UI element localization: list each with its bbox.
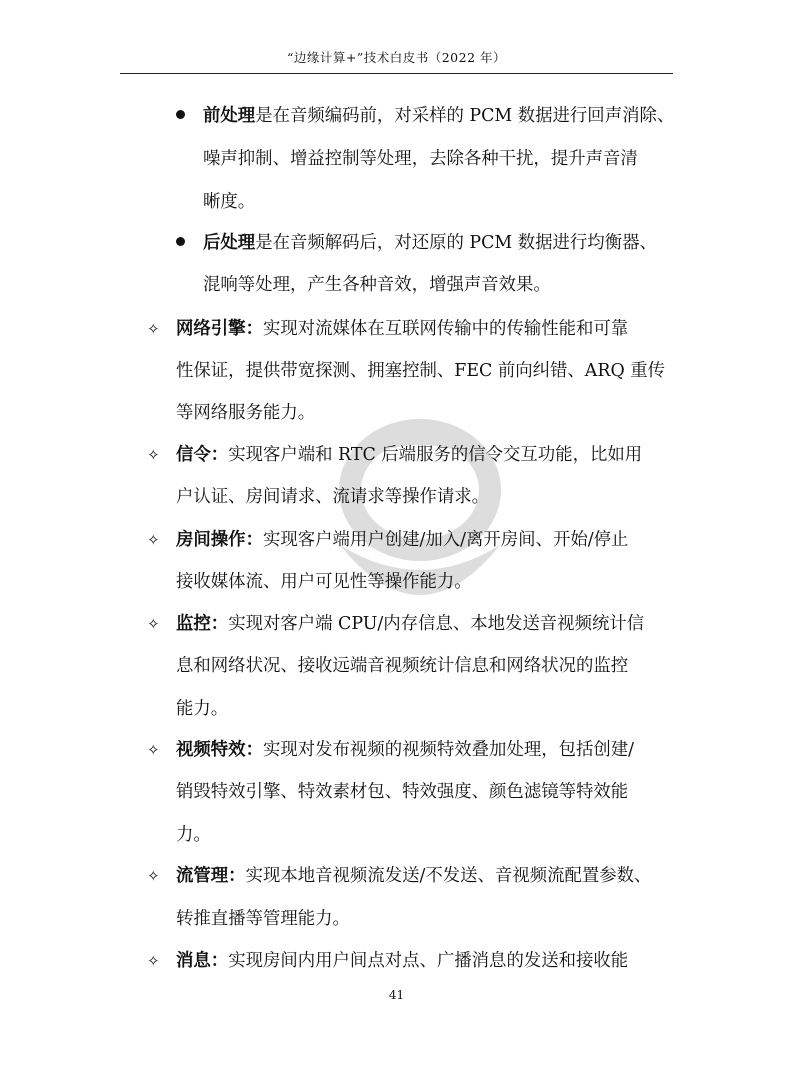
diamond-bullet-icon: ✧ xyxy=(147,615,160,633)
header-rule xyxy=(120,73,673,74)
sub-bullet-term: 前处理 xyxy=(203,106,256,126)
bullet-text: 实现房间内用户间点对点、广播消息的发送和接收能 xyxy=(228,951,629,971)
diamond-bullet-icon: ✧ xyxy=(147,952,160,970)
bullet-first-line xyxy=(176,864,651,888)
diamond-bullet-icon: ✧ xyxy=(147,741,160,759)
bullet-text: 实现本地音视频流发送/不发送、音视频流配置参数、 xyxy=(245,866,652,886)
sub-bullet-text: 是在音频解码后，对还原的 PCM 数据进行均衡器、 xyxy=(255,233,657,253)
bullet-text: 能力。 xyxy=(176,699,229,719)
diamond-bullet-icon: ✧ xyxy=(147,320,160,338)
sub-bullet-first-line xyxy=(203,104,674,128)
bullet-dot-icon xyxy=(175,231,187,243)
sub-bullet-text: 噪声抑制、增益控制等处理，去除各种干扰，提升声音清 xyxy=(203,149,638,169)
sub-bullet-first-line xyxy=(203,231,657,255)
page-number: 41 xyxy=(388,988,405,1002)
header-title: “边缘计算+”技术白皮书（2022 年） xyxy=(286,50,507,65)
bullet-text: 转推直播等管理能力。 xyxy=(176,909,350,929)
bullet-dot-icon xyxy=(175,104,187,116)
bullet-text: 实现对客户端 CPU/内存信息、本地发送音视频统计信 xyxy=(228,614,645,634)
bullet-first-line xyxy=(176,738,634,762)
bullet-first-line xyxy=(176,528,628,552)
sub-bullet-text: 混响等处理，产生各种音效，增强声音效果。 xyxy=(203,275,551,295)
bullet-text: 性保证，提供带宽探测、拥塞控制、FEC 前向纠错、ARQ 重传 xyxy=(176,361,666,381)
bullet-text: 接收媒体流、用户可见性等操作能力。 xyxy=(176,572,472,592)
bullet-text: 实现客户端和 RTC 后端服务的信令交互功能，比如用 xyxy=(228,445,643,465)
bullet-term: 视频特效： xyxy=(176,740,263,760)
bullet-term: 消息： xyxy=(176,951,229,971)
bullet-term: 流管理： xyxy=(176,866,246,886)
bullet-first-line xyxy=(176,949,628,973)
bullet-term: 信令： xyxy=(176,445,229,465)
sub-bullet-text: 晰度。 xyxy=(203,192,256,212)
bullet-first-line xyxy=(176,317,628,341)
diamond-bullet-icon: ✧ xyxy=(147,531,160,549)
bullet-text: 力。 xyxy=(176,825,211,845)
bullet-first-line xyxy=(176,612,644,636)
bullet-text: 息和网络状况、接收远端音视频统计信息和网络状况的监控 xyxy=(176,656,629,676)
bullet-text: 户认证、房间请求、流请求等操作请求。 xyxy=(176,487,490,507)
bullet-text: 实现客户端用户创建/加入/离开房间、开始/停止 xyxy=(262,530,629,550)
sub-bullet-term: 后处理 xyxy=(203,233,256,253)
bullet-text: 实现对发布视频的视频特效叠加处理，包括创建/ xyxy=(262,740,635,760)
bullet-text: 实现对流媒体在互联网传输中的传输性能和可靠 xyxy=(262,319,629,339)
diamond-bullet-icon: ✧ xyxy=(147,446,160,464)
bullet-text: 销毁特效引擎、特效素材包、特效强度、颜色滤镜等特效能 xyxy=(176,782,629,802)
bullet-term: 房间操作： xyxy=(176,530,263,550)
bullet-term: 网络引擎： xyxy=(176,319,263,339)
diamond-bullet-icon: ✧ xyxy=(147,867,160,885)
bullet-text: 等网络服务能力。 xyxy=(176,403,316,423)
bullet-first-line xyxy=(176,443,642,467)
bullet-term: 监控： xyxy=(176,614,229,634)
sub-bullet-text: 是在音频编码前，对采样的 PCM 数据进行回声消除、 xyxy=(255,106,675,126)
